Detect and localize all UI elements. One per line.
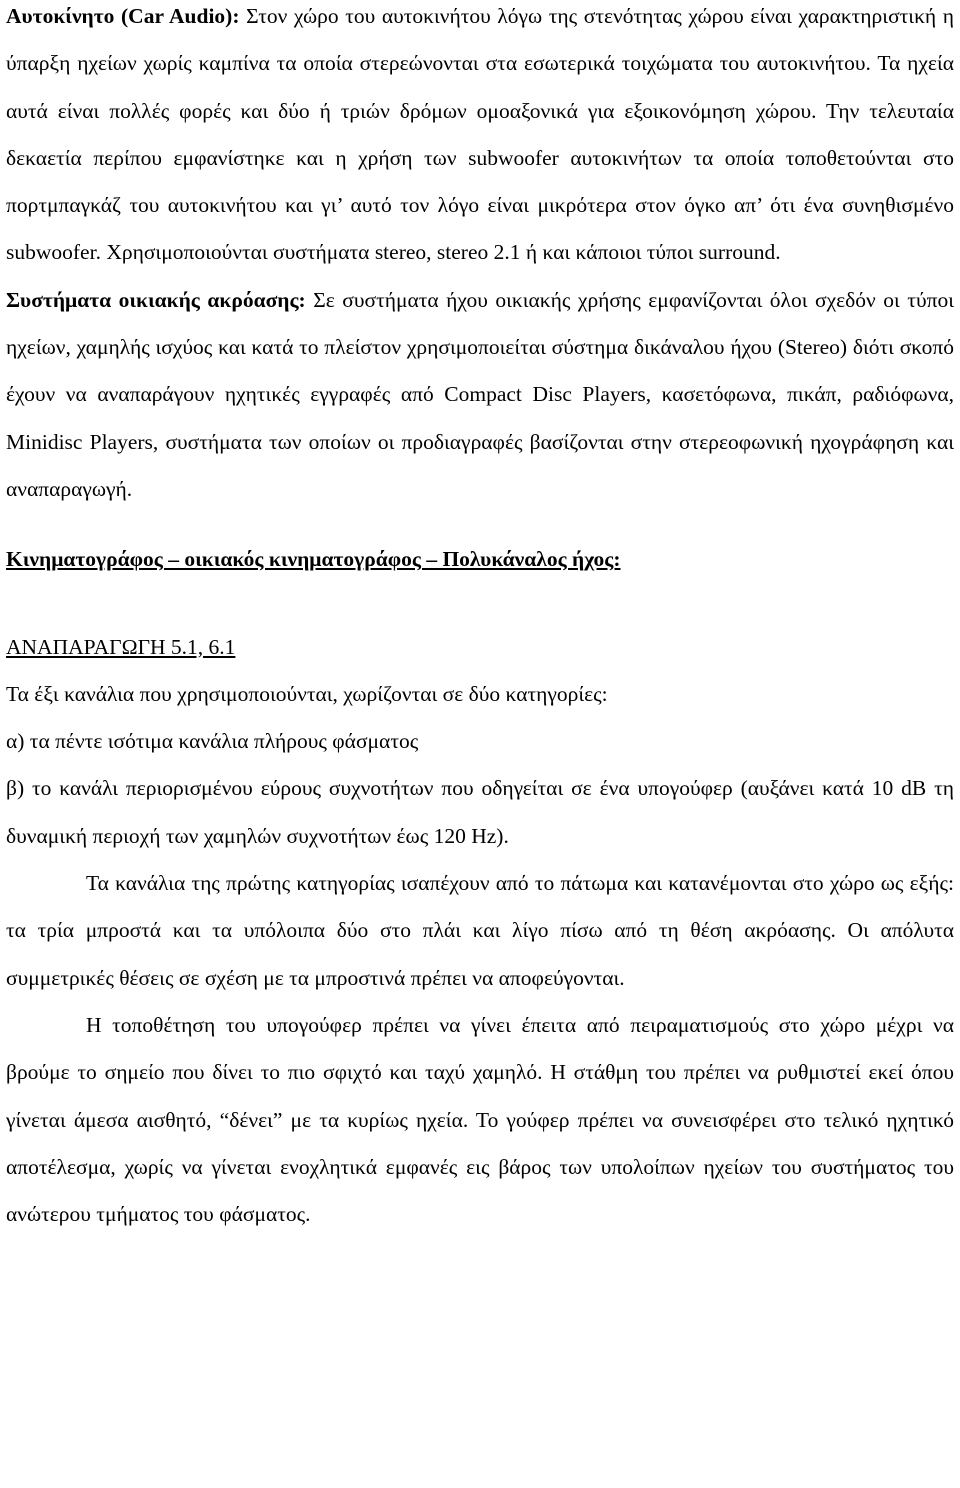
placement-paragraph: Τα κανάλια της πρώτης κατηγορίας ισαπέχουν από το πάτωμα και κατανέμονται στο χώρο ως εξής: τα τρία μπροστά και τα υπόλοιπα δύο στο πλάι και λίγο πίσω από τη θέση ακρόασης. Οι απόλυτα συμμετρικές θέσεις σε σχέση με τα μπροστινά πρέπει να αποφεύγονται. <box>6 871 954 990</box>
car-audio-label: Αυτοκίνητο (Car Audio): <box>6 4 240 28</box>
category-a: α) τα πέντε ισότιμα κανάλια πλήρους φάσματος <box>6 729 419 754</box>
home-audio-paragraph <box>6 277 954 513</box>
category-b: β) το κανάλι περιορισμένου εύρους συχνοτήτων που οδηγείται σε ένα υπογούφερ (αυξάνει κατά 10 dB τη δυναμική περιοχή των χαμηλών συχνοτήτων έως 120 Hz). <box>6 776 954 848</box>
channels-intro: Τα έξι κανάλια που χρησιμοποιούνται, χωρίζονται σε δύο κατηγορίες: <box>6 681 608 706</box>
reproduction-heading: ΑΝΑΠΑΡΑΓΩΓΗ 5.1, 6.1 <box>6 634 236 659</box>
car-audio-text: Στον χώρο του αυτοκινήτου λόγω της στενότητας χώρου είναι χαρακτηριστική η ύπαρξη ηχείων χωρίς καμπίνα τα οποία στερεώνονται στα εσωτερικά τοιχώματα του αυτοκινήτου. Τα ηχεία αυτά είναι πολλές φορές και δύο ή τριών δρόμων ομοαξονικά για εξοικονόμηση χώρου. Την τελευταία δεκαετία περίπου εμφανίστηκε και η χρήση των subwoofer αυτοκινήτων τα οποία τοποθετούνται στο πορτμπαγκάζ του αυτοκινήτου και γι’ αυτό τον λόγο είναι μικρότερα στον όγκο απ’ ότι ένα συνηθισμένο subwoofer. Χρησιμοποιούνται συστήματα stereo, stereo 2.1 ή και κάποιοι τύποι surround. <box>6 4 954 265</box>
subwoofer-paragraph: Η τοποθέτηση του υπογούφερ πρέπει να γίνει έπειτα από πειραματισμούς στο χώρο μέχρι να βρούμε το σημείο που δίνει το πιο σφιχτό και ταχύ χαμηλό. Η στάθμη του πρέπει να ρυθμιστεί εκεί όπου γίνεται άμεσα αισθητό, “δένει” με τα κυρίως ηχεία. Το γούφερ πρέπει να συνεισφέρει στο τελικό ηχητικό αποτέλεσμα, χωρίς να γίνεται ενοχλητικά εμφανές εις βάρος των υπολοίπων ηχείων του συστήματος του ανώτερου τμήματος του φάσματος. <box>6 1012 954 1227</box>
document-page <box>6 0 954 1238</box>
home-audio-text: Σε συστήματα ήχου οικιακής χρήσης εμφανίζονται όλοι σχεδόν οι τύποι ηχείων, χαμηλής ισχύος και κατά το πλείστον χρησιμοποιείται σύστημα δικάναλου ήχου (Stereo) διότι σκοπό έχουν να αναπαράγουν ηχητικές εγγραφές από Compact Disc Players, κασετόφωνα, πικάπ, ραδιόφωνα, Minidisc Players, συστήματα των οποίων οι προδιαγραφές βασίζονται στην στερεοφωνική ηχογράφηση και αναπαραγωγή. <box>6 287 954 501</box>
home-audio-label: Συστήματα οικιακής ακρόασης: <box>6 287 306 312</box>
car-audio-paragraph <box>6 0 954 277</box>
cinema-heading: Κινηματογράφος – οικιακός κινηματογράφος – Πολυκάναλος ήχος: <box>6 547 621 572</box>
